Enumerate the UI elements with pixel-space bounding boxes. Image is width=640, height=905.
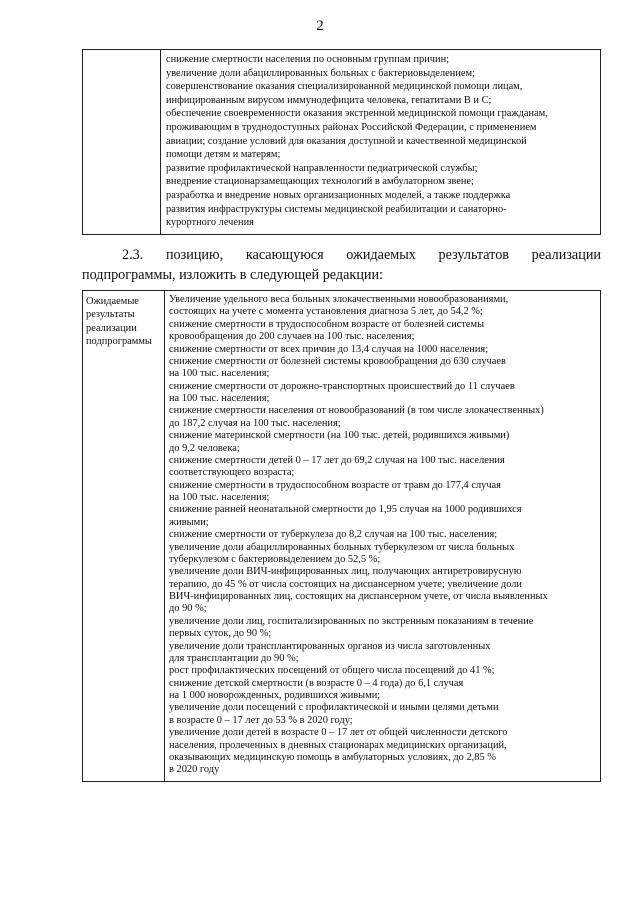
text-line: на 100 тыс. населения; [169, 492, 270, 503]
text-line: снижение смертности в трудоспособном возрасте от болезней системы [169, 318, 485, 330]
text-line: на 100 тыс. населения; [169, 368, 270, 380]
text-line: ВИЧ-инфицированных лиц, состоящих на диспансерном учете, от числа выявленных [169, 591, 548, 602]
text-line: увеличение доли лиц, госпитализированных по экстренным показаниям в течение [169, 615, 534, 627]
text-line: до 187,2 случая на 100 тыс. населения; [169, 417, 341, 429]
text-line: оказывающих медицинскую помощь в амбулаторных условиях, до 2,85 % [169, 751, 496, 763]
text-line: снижение смертности от болезней системы кровообращения до 630 случаев [169, 355, 506, 367]
text-line: помощи детям и матерям; [166, 149, 281, 161]
text-line: для трансплантации до 90 %; [169, 652, 299, 664]
text-line: населения, пролеченных в дневных стационарах медицинских организаций, [169, 739, 507, 751]
text-line: развития инфраструктуры системы медицинской реабилитации и санаторно- [166, 203, 507, 215]
text-line: увеличение доли трансплантированных органов из числа заготовленных [169, 640, 491, 652]
label-line: Ожидаемые [86, 296, 139, 307]
top-table-content-cell [161, 50, 601, 235]
text-line: снижение смертности от дорожно-транспортных происшествий до 11 случаев [169, 380, 515, 392]
text-line: рост профилактических посещений от общего числа посещений до 41 %; [169, 665, 495, 677]
text-line: первых суток, до 90 %; [169, 628, 272, 640]
text-line: терапию, до 45 % от числа состоящих на диспансерном учете; увеличение доли [169, 578, 522, 590]
text-line: на 1 000 новорожденных, родившихся живыми; [169, 690, 381, 701]
text-line: увеличение доли абациллированных больных с бактериовыделением; [166, 67, 475, 79]
results-content-cell [165, 291, 601, 782]
label-line: результаты [86, 309, 135, 321]
text-line: внедрение стационарзамещающих технологий в амбулаторном звене; [166, 176, 474, 188]
text-line: снижение смертности от туберкулеза до 8,2 случая на 100 тыс. населения; [169, 529, 498, 541]
label-line: подпрограммы [86, 335, 152, 347]
text-line: живыми; [169, 516, 209, 528]
text-line: на 100 тыс. населения; [169, 393, 270, 404]
text-line: в возрасте 0 – 17 лет до 53 % в 2020 году; [169, 714, 353, 726]
top-table-label-cell [83, 50, 161, 235]
text-line: проживающим в труднодоступных районах Российской Федерации, с применением [166, 121, 537, 133]
text-line: кровообращения до 200 случаев на 100 тыс. населения; [169, 331, 415, 343]
text-line: снижение ранней неонатальной смертности до 1,95 случая на 1000 родившихся [169, 504, 522, 516]
results-table [82, 290, 601, 782]
text-line: туберкулезом с бактериовыделением до 52,5 %; [169, 553, 381, 565]
text-line: увеличение доли абациллированных больных туберкулезом от числа больных [169, 541, 515, 553]
text-line: увеличение доли посещений с профилактической и иными целями детьми [169, 702, 499, 714]
text-line: снижение смертности детей 0 – 17 лет до 69,2 случая на 100 тыс. населения [169, 454, 505, 466]
text-line: увеличение доли ВИЧ-инфицированных лиц, получающих антиретровирусную [169, 566, 522, 578]
page-number: 2 [316, 18, 324, 34]
text-line: до 90 %; [169, 603, 207, 615]
text-line: соответствующего возраста; [169, 467, 295, 479]
text-line: разработка и внедрение новых организационных моделей, а также поддержка [166, 189, 511, 201]
text-line: до 9,2 человека; [169, 442, 240, 454]
text-line: совершенствование оказания специализированной медицинской помощи лицам, [166, 81, 523, 93]
top-table [82, 49, 601, 235]
text-line: инфицированным вирусом иммунодефицита человека, гепатитами В и С; [166, 94, 492, 106]
text-line: курортного лечения [166, 217, 254, 229]
text-line: состоящих на учете с момента установления диагноза 5 лет, до 54,2 %; [169, 306, 483, 318]
text-line: увеличение доли детей в возрасте 0 – 17 лет от общей численности детского [169, 727, 508, 739]
results-label-cell [83, 291, 165, 782]
text-line: снижение смертности населения по основным группам причин; [166, 54, 450, 65]
text-line: развитие профилактической направленности педиатрической службы; [166, 162, 478, 174]
text-line: снижение смертности в трудоспособном возрасте от травм до 177,4 случая [169, 479, 501, 491]
text-line: обеспечение своевременности оказания экстренной медицинской помощи гражданам, [166, 108, 548, 120]
text-line: Увеличение удельного веса больных злокачественными новообразованиями, [169, 294, 509, 305]
text-line: снижение смертности населения от новообразований (в том числе злокачественных) [169, 405, 544, 417]
paragraph-line: 2.3. позицию, касающуюся ожидаемых результатов реализации [122, 247, 601, 263]
text-line: снижение смертности от всех причин до 13,4 случая на 1000 населения; [169, 343, 489, 355]
paragraph-line: подпрограммы, изложить в следующей редакции: [82, 266, 384, 283]
amendment-paragraph [82, 246, 601, 285]
label-line: реализации [86, 322, 137, 334]
text-line: в 2020 году [169, 764, 220, 776]
text-line: авиации; создание условий для оказания доступной и качественной медицинской [166, 135, 527, 147]
text-line: снижение материнской смертности (на 100 тыс. детей, родившихся живыми) [169, 430, 510, 442]
text-line: снижение детской смертности (в возрасте 0 – 4 года) до 6,1 случая [169, 677, 464, 689]
